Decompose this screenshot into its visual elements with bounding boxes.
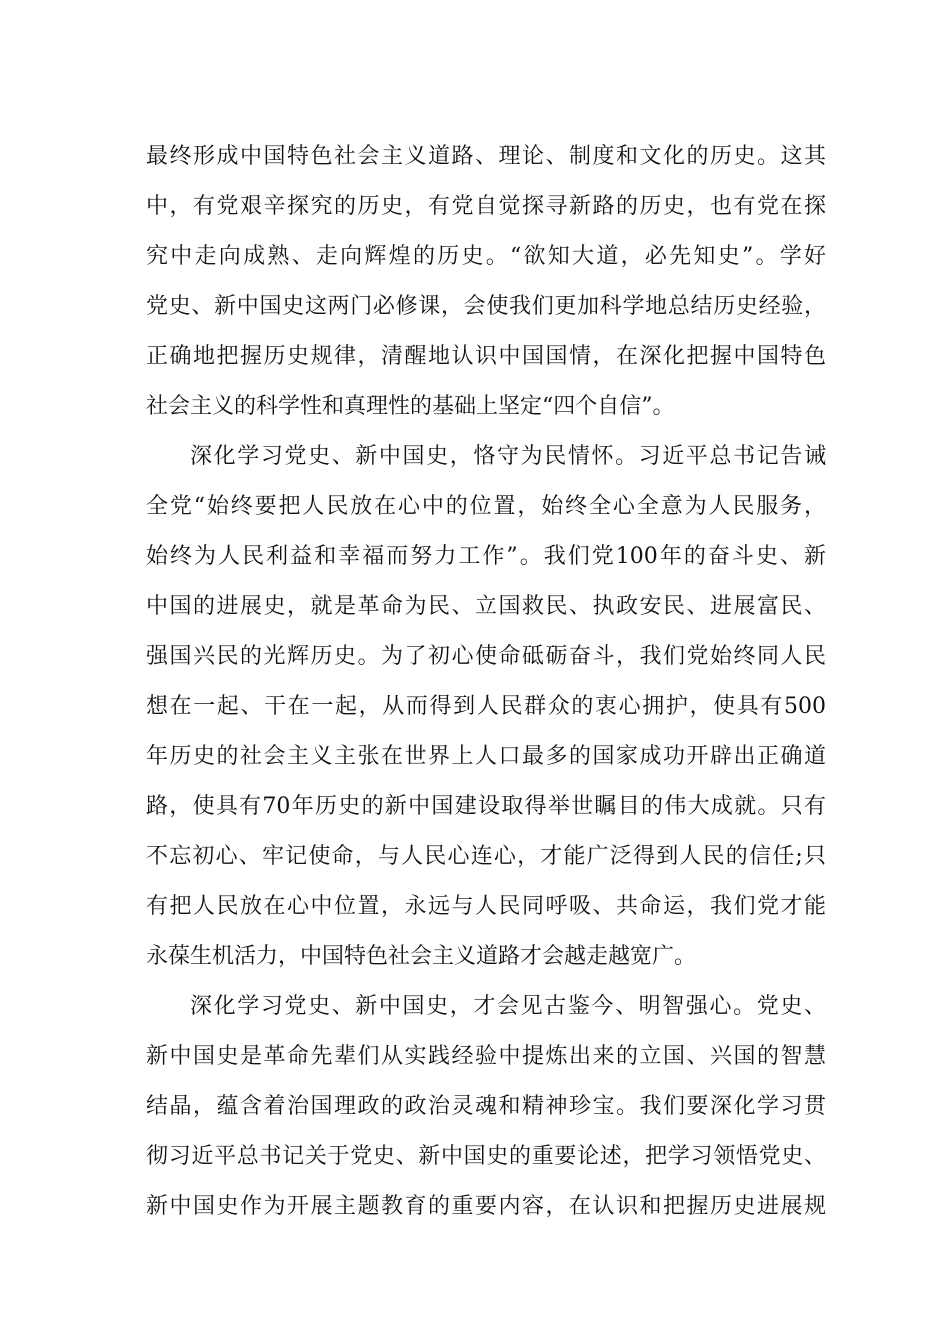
paragraph-3 — [146, 982, 826, 1232]
text-line: 最终形成中国特色社会主义道路、理论、制度和文化的历史。这其 — [146, 144, 826, 169]
text-line: 正确地把握历史规律，清醒地认识中国国情，在深化把握中国特色 — [146, 344, 826, 369]
text-line: 究中走向成熟、走向辉煌的历史。“欲知大道，必先知史”。学好 — [146, 244, 826, 269]
text-line: 社会主义的科学性和真理性的基础上坚定“四个自信”。 — [146, 394, 675, 419]
text-line: 不忘初心、牢记使命，与人民心连心，才能广泛得到人民的信任;只 — [146, 844, 826, 869]
document-body — [146, 132, 826, 1232]
text-line: 结晶，蕴含着治国理政的政治灵魂和精神珍宝。我们要深化学习贯 — [146, 1094, 826, 1119]
text-line: 永葆生机活力，中国特色社会主义道路才会越走越宽广。 — [146, 944, 697, 969]
text-line: 路，使具有70年历史的新中国建设取得举世瞩目的伟大成就。只有 — [146, 794, 826, 819]
paragraph-2 — [146, 432, 826, 982]
text-line: 中国的进展史，就是革命为民、立国救民、执政安民、进展富民、 — [146, 594, 826, 619]
text-line: 中，有党艰辛探究的历史，有党自觉探寻新路的历史，也有党在探 — [146, 194, 826, 219]
text-line: 党史、新中国史这两门必修课，会使我们更加科学地总结历史经验， — [146, 294, 826, 319]
text-line: 深化学习党史、新中国史，恪守为民情怀。习近平总书记告诫 — [190, 444, 826, 469]
text-line: 深化学习党史、新中国史，才会见古鉴今、明智强心。党史、 — [190, 994, 826, 1019]
text-line: 全党“始终要把人民放在心中的位置，始终全心全意为人民服务， — [146, 494, 826, 519]
text-line: 彻习近平总书记关于党史、新中国史的重要论述，把学习领悟党史、 — [146, 1144, 826, 1169]
text-line: 想在一起、干在一起，从而得到人民群众的衷心拥护，使具有500 — [146, 694, 826, 719]
text-line: 新中国史作为开展主题教育的重要内容，在认识和把握历史进展规 — [146, 1194, 826, 1219]
paragraph-1 — [146, 132, 826, 432]
text-line: 新中国史是革命先辈们从实践经验中提炼出来的立国、兴国的智慧 — [146, 1044, 826, 1069]
text-line: 年历史的社会主义主张在世界上人口最多的国家成功开辟出正确道 — [146, 744, 826, 769]
text-line: 强国兴民的光辉历史。为了初心使命砥砺奋斗，我们党始终同人民 — [146, 644, 826, 669]
text-line: 始终为人民利益和幸福而努力工作”。我们党100年的奋斗史、新 — [146, 544, 826, 569]
text-line: 有把人民放在心中位置，永远与人民同呼吸、共命运，我们党才能 — [146, 894, 826, 919]
